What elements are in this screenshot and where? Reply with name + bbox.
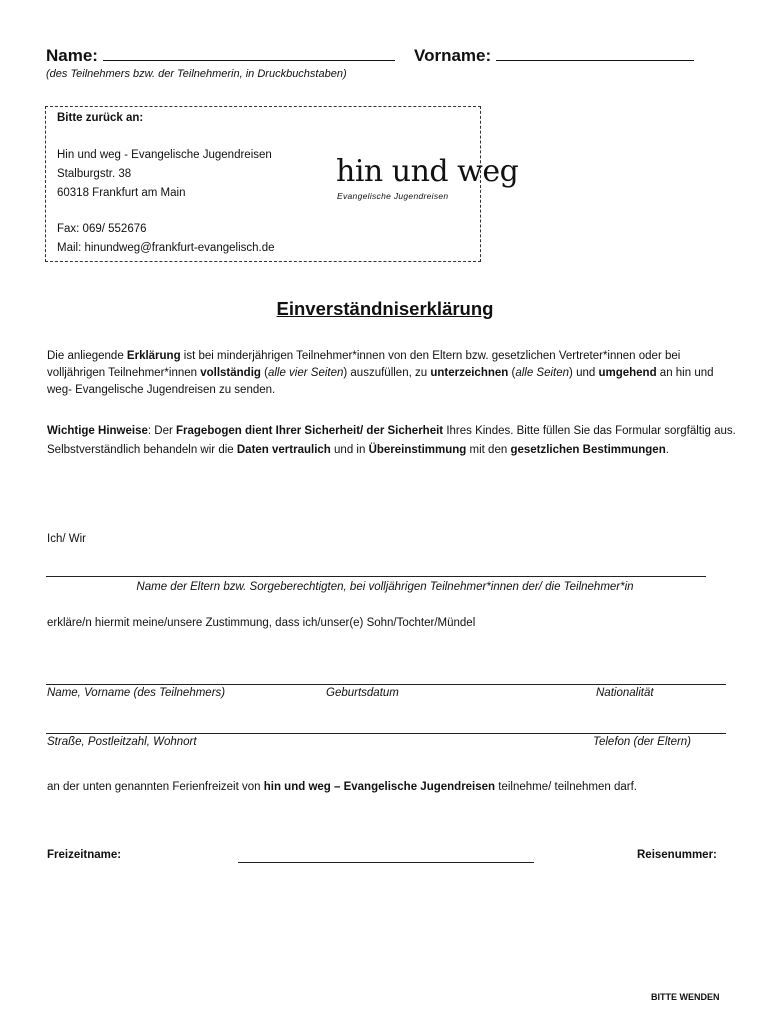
- text-segment: Fragebogen dient Ihrer Sicherheit/ der Sicherheit: [176, 425, 444, 437]
- notice-paragraph: [47, 422, 737, 460]
- vorname-field: [414, 46, 694, 66]
- text-segment: Die anliegende: [47, 350, 127, 362]
- text-segment: Wichtige Hinweise: [47, 425, 148, 437]
- reise-label: Reisenummer:: [637, 849, 717, 861]
- address-line: Hin und weg - Evangelische Jugendreisen: [57, 149, 272, 161]
- address-line: Stalburgstr. 38: [57, 168, 132, 180]
- text-segment: unterzeichnen: [430, 367, 509, 379]
- address-line: 60318 Frankfurt am Main: [57, 187, 186, 199]
- parents-name-line[interactable]: [46, 576, 706, 577]
- text-segment: teilnehme/ teilnehmen darf.: [495, 781, 637, 793]
- text-segment: mit den: [466, 444, 511, 456]
- text-segment: und in: [330, 444, 369, 456]
- text-segment: Ihres Kindes. Bitte füllen Sie das Formular sorgfältig aus. Selbstverständlich behandeln wir die: [47, 425, 736, 456]
- text-segment: alle vier Seiten: [267, 367, 344, 379]
- text-segment: (: [508, 367, 516, 379]
- return-address-lines: [57, 146, 272, 203]
- street-caption: Straße, Postleitzahl, Wohnort: [47, 736, 197, 748]
- vorname-input-line[interactable]: [496, 48, 694, 61]
- parents-name-caption: Name der Eltern bzw. Sorgeberechtigten, bei volljährigen Teilnehmer*innen der/ die Teilnehmer*in: [136, 581, 634, 593]
- text-segment: Erklärung: [126, 350, 181, 362]
- fax-number: Fax: 069/ 552676: [57, 223, 147, 235]
- text-segment: an der unten genannten Ferienfreizeit von: [47, 781, 264, 793]
- hin-und-weg-logo: hin und weg: [336, 154, 519, 189]
- name-input-line[interactable]: [103, 48, 395, 61]
- freizeit-input-line[interactable]: [238, 862, 534, 863]
- text-segment: ) und: [569, 367, 599, 379]
- text-segment: gesetzlichen Bestimmungen: [510, 444, 666, 456]
- text-segment: (: [260, 367, 268, 379]
- consent-text: erkläre/n hiermit meine/unsere Zustimmung, dass ich/unser(e) Sohn/Tochter/Mündel: [47, 617, 476, 629]
- vorname-label: Vorname:: [414, 46, 492, 65]
- text-segment: Übereinstimmung: [368, 444, 467, 456]
- document-title: Einverständniserklärung: [276, 298, 494, 319]
- name-field: [46, 46, 395, 66]
- phone-caption: Telefon (der Eltern): [593, 736, 692, 748]
- freizeit-label: Freizeitname:: [47, 849, 122, 861]
- text-segment: vollständig: [200, 367, 261, 379]
- ich-wir-label: Ich/ Wir: [47, 533, 86, 545]
- text-segment: Daten vertraulich: [236, 444, 331, 456]
- print-hint: (des Teilnehmers bzw. der Teilnehmerin, in Druckbuchstaben): [46, 68, 347, 80]
- mail-address: Mail: hinundweg@frankfurt-evangelisch.de: [57, 242, 275, 254]
- nationality-caption: Nationalität: [596, 687, 654, 699]
- text-segment: hin und weg – Evangelische Jugendreisen: [263, 781, 496, 793]
- text-segment: ist bei minderjährigen Teilnehmer*innen von den Eltern bzw. gesetzlichen Vertreter*innen oder bei volljährigen Teilnehmer*innen: [47, 350, 681, 379]
- text-segment: alle Seiten: [515, 367, 570, 379]
- return-address-contact: [57, 220, 275, 258]
- address-line-field[interactable]: [46, 733, 726, 734]
- participant-name-caption: Name, Vorname (des Teilnehmers): [47, 687, 226, 699]
- birthdate-caption: Geburtsdatum: [326, 687, 399, 699]
- participation-paragraph: [47, 779, 737, 796]
- name-label: Name:: [46, 46, 98, 65]
- logo-subtitle: Evangelische Jugendreisen: [337, 191, 449, 201]
- text-segment: umgehend: [598, 367, 657, 379]
- text-segment: ) auszufüllen, zu: [343, 367, 431, 379]
- return-address-title: Bitte zurück an:: [57, 112, 144, 124]
- intro-paragraph: [47, 348, 737, 399]
- participant-line[interactable]: [46, 684, 726, 685]
- bitte-wenden-note: BITTE WENDEN: [651, 992, 720, 1002]
- text-segment: : Der: [147, 425, 176, 437]
- text-segment: .: [665, 444, 669, 456]
- text-segment: an hin und weg- Evangelische Jugendreisen zu senden.: [47, 367, 714, 396]
